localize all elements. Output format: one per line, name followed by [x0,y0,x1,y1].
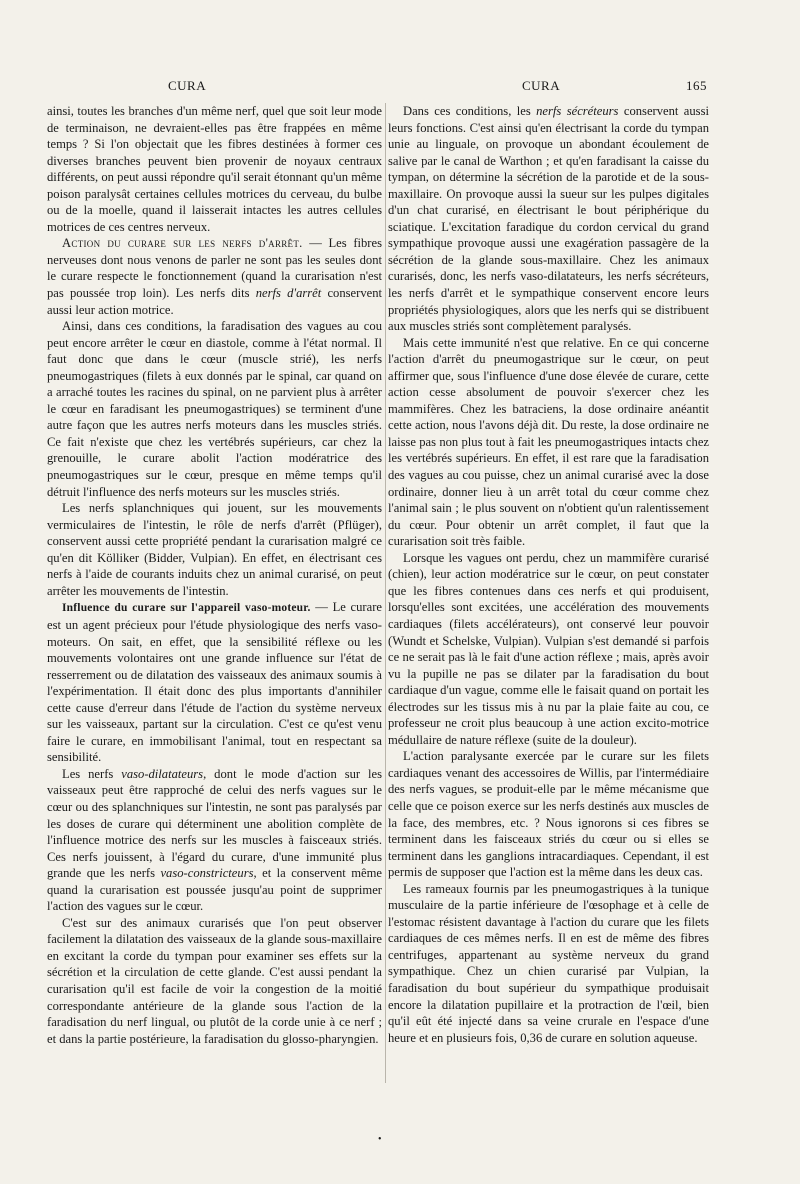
running-head-right: CURA [522,78,561,93]
paragraph-text: Les nerfs [62,766,122,781]
paragraph-text: conservent aussi leur action motrice. [47,286,382,317]
emphasis: nerfs sécréteurs [536,104,619,118]
section-heading: Action du curare sur les nerfs d'arrêt. [62,236,303,251]
paragraph: L'action paralysante exercée par le curare sur les filets cardiaques venant des accessoires de Willis, par l'intermédiaire des nerfs vagues, se produit-elle par le même mécanisme que celle que ce poison exerce sur les nerfs destinés aux muscles de la face, des membres, etc. ? Nous ignorons si ces fibres se terminent dans les faisceaux striés du cœur ou si elles se terminent dans les ganglions intracardiaques. Cependant, il est permis de supposer que l'action est la même dans les deux cas. [388,749,709,880]
paragraph: ainsi, toutes les branches d'un même nerf, quel que soit leur mode de terminaison, ne devraient-elles pas être frappées en même temps ? Si l'on objectait que les fibres destinées à former ces diverses branches peuvent bien provenir de noyaux centraux différents, on peut aussi répondre qu'il serait étonnant qu'un même poison paralysât certaines cellules motrices du cerveau, du bulbe ou de la moelle, quand il laisserait intactes les autres cellules motrices de ces centres nerveux. [47,104,382,234]
paragraph: Mais cette immunité n'est que relative. En ce qui concerne l'action d'arrêt du pneumogastrique sur le cœur, on peut affirmer que, sous l'influence d'une dose élevée de curare, cette action cesse absolument de pouvoir s'exercer chez les mammifères. Chez les batraciens, la dose ordinaire anéantit cette action, nous l'avons déjà dit. Du reste, la dose ordinaire ne laisse pas non plus tout à fait les pneumogastriques intacts chez les vertébrés supérieurs. En effet, il est rare que la faradisation des vagues au cou puisse, chez un animal curarisé avec la dose ordinaire, donner lieu à un arrêt total du cœur comme chez l'animal sain ; le plus souvent on n'obtient qu'un ralentissement du cœur. Pour obtenir un arrêt complet, il faut que la curarisation soit très faible. [388,335,709,549]
page-number: 165 [686,78,707,93]
paragraph-text: — Les fibres nerveuses dont nous venons de parler ne sont pas les seules dont le curare respecte le fonctionnement (quand la curarisation n'est pas poussée trop loin). Les nerfs dits [47,236,382,301]
emphasis: nerfs d'arrêt [255,286,322,301]
paragraph [47,766,382,915]
column-divider [385,103,386,1083]
paragraph: Les nerfs splanchniques qui jouent, sur les mouvements vermiculaires de l'intestin, le rôle de nerfs d'arrêt (Pflüger), conservent aussi cette propriété pendant la curarisation malgré ce qu'en dit Kölliker (Bidder, Vulpian). En effet, en électrisant ces nerfs à l'aide de courants induits chez un animal curarisé, on peut arrêter les mouvements de l'intestin. [47,501,382,598]
emphasis: vaso-constricteurs [160,866,254,881]
paragraph: C'est sur des animaux curarisés que l'on peut observer facilement la dilatation des vaisseaux de la glande sous-maxillaire en excitant la corde du tympan pour examiner ses effets sur la sécrétion et la circulation de cette glande. C'est aussi pendant la curarisation qu'il est facile de voir la congestion de la moitié correspondante antérieure de la glande sous l'action de la faradisation du nerf lingual, ou plutôt de la corde unie à ce nerf ; et dans la partie postérieure, la faradisation du glosso-pharyngien. [47,915,382,1046]
paragraph: Ainsi, dans ces conditions, la faradisation des vagues au cou peut encore arrêter le cœur en diastole, comme à l'état normal. Il faut donc que dans le cœur (muscle strié), les nerfs pneumogastriques (filets à eux donnés par le spinal, car quand on a arraché toutes les racines du spinal, on ne parvient plus à arrêter le cœur en faradisant les pneumogastriques) se terminent d'une autre façon que les autres nerfs moteurs dans les muscles striés. Ce fait n'existe que chez les vertébrés supérieurs, car chez la grenouille, le curare abolit l'action modératrice des pneumogastriques sur le cœur, presque en même temps qu'il détruit l'influence des nerfs moteurs sur les muscles striés. [47,319,382,499]
paragraph-text: Dans ces conditions, les [403,104,537,118]
paragraph [388,103,709,335]
paragraph-text: , et la conservent même quand la curarisation est poussée jusqu'au point de supprimer l'action des vagues sur le cœur. [47,866,382,914]
paragraph: Lorsque les vagues ont perdu, chez un mammifère curarisé (chien), leur action modératrice sur le cœur, on peut constater que les fibres contenues dans ces nerfs et qui produisent, lorsqu'elles sont excitées, une accélération des mouvements cardiaques (filets accélérateurs), ont conservé leur pouvoir (Wundt et Schelske, Vulpian). Vulpian s'est demandé si parfois ce ne serait pas là le fait d'une action réflexe ; mais, après avoir vu la pupille ne pas se dilater par la faradisation du bout cardiaque d'un vague, comme elle le faisait quand on portait les électrodes sur les tissus mis à nu par la plaie faite au cou, ce professeur ne croit plus beaucoup à une action excito-motrice médullaire de nature réflexe (suite de la douleur). [388,550,709,747]
paragraph: Les rameaux fournis par les pneumogastriques à la tunique musculaire de la partie inférieure de l'œsophage et à celle de l'estomac résistent davantage à l'action du curare que les filets cardiaques de ces mêmes nerfs. Il en est de même des fibres centrifuges, appartenant au système nerveux du grand sympathique. Chez un chien curarisé par Vulpian, la faradisation du bout supérieur du sympathique produisait encore la dilatation pupillaire et la protraction de l'œil, bien qu'il eût été injecté dans sa veine crurale en l'espace d'une heure et en plusieurs fois, 0,36 de curare en solution aqueuse. [388,881,709,1045]
left-column [47,103,382,1047]
paragraph-text: — Le curare est un agent précieux pour l'étude physiologique des nerfs vaso-moteurs. On sait, en effet, que la sensibilité réflexe ou les mouvements volontaires ont une grande influence sur l'état de resserrement ou de dilatation des vaisseaux des animaux soumis à l'expérimentation. Il était donc des plus importants d'annihiler cette cause d'erreur dans l'étude de l'action du système nerveux sur les vaisseaux, partant sur la circulation. C'est ce qu'est venu faire le curare, en immobilisant l'animal, tout en respectant sa sensibilité. [47,600,383,765]
section-heading: Influence du curare sur l'appareil vaso-moteur. [62,602,311,615]
paragraph [47,235,382,318]
right-column [388,103,709,1046]
printer-mark: • [378,1134,382,1145]
running-head-left: CURA [168,78,207,93]
emphasis: vaso-dilatateurs [121,766,204,781]
paragraph-text: , dont le mode d'action sur les vaisseaux peut être rapproché de celui des nerfs vagues sur le cœur ou des splanchniques sur l'intestin, ne sont pas paralysés par les doses de curare qui déterminent une abolition complète de l'influence motrice des nerfs sur les muscles à faisceaux striés. Ces nerfs jouissent, à l'égard du curare, d'une immunité plus grande que les nerfs [47,766,383,881]
paragraph [47,599,382,765]
paragraph-text: conservent aussi leurs fonctions. C'est ainsi qu'en électrisant la corde du tympan unie au linguale, on provoque un abondant écoulement de salive par le canal de Warthon ; et qu'en faradisant la caisse du tympan, on détermine la sécrétion de la parotide et de la sous-maxillaire. On provoque aussi la sueur sur les pulpes digitales d'un chat curarisé, en électrisant le bout périphérique du sciatique. L'excitation faradique du cordon cervical du grand sympathique provoque aussi une exagération passagère de la sécrétion de la glande sous-maxillaire. Chez les animaux curarisés, donc, les nerfs vaso-dilatateurs, les nerfs sécréteurs, les nerfs d'arrêt et le sympathique conservent encore leurs propriétés physiologiques, alors que les nerfs qui se distribuent aux muscles striés sont complètement paralysés. [388,104,709,334]
